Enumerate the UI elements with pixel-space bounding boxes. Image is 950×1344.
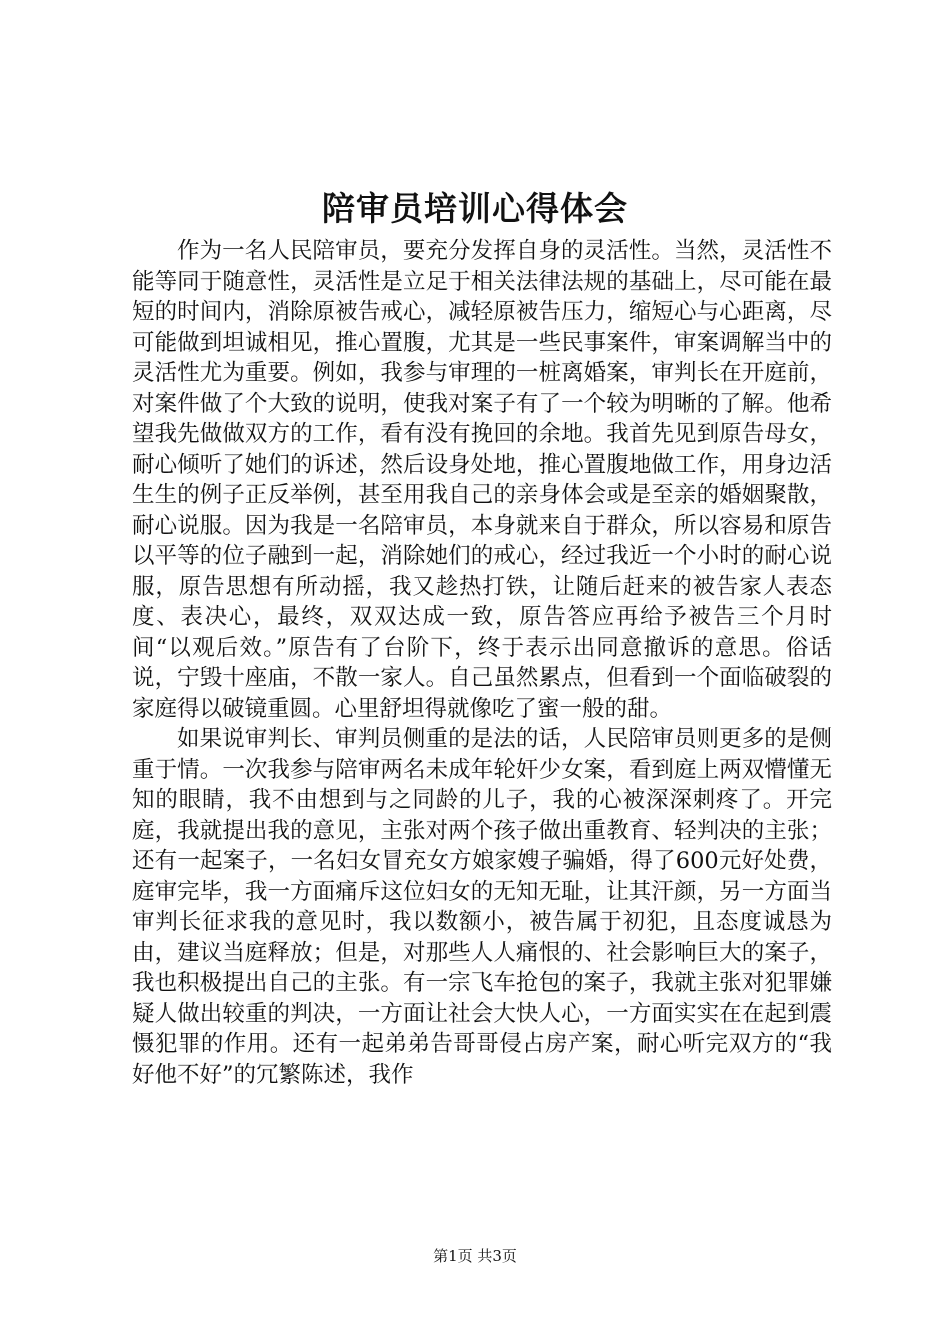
- document-title: 陪审员培训心得体会: [322, 189, 628, 228]
- paragraph-2: 如果说审判长、审判员侧重的是法的话，人民陪审员则更多的是侧重于情。一次我参与陪审两名未成年轮奸少女案，看到庭上两双懵懂无知的眼睛，我不由想到与之同龄的儿子，我的心被深深刺疼了。开完庭，我就提出我的意见，主张对两个孩子做出重教育、轻判决的主张；还有一起案子，一名妇女冒充女方娘家嫂子骗婚，得了600元好处费，庭审完毕，我一方面痛斥这位妇女的无知无耻，让其汗颜，另一方面当审判长征求我的意见时，我以数额小，被告属于初犯，且态度诚恳为由，建议当庭释放；但是，对那些人人痛恨的、社会影响巨大的案子，我也积极提出自己的主张。有一宗飞车抢包的案子，我就主张对犯罪嫌疑人做出较重的判决，一方面让社会大快人心，一方面实实在在起到震慑犯罪的作用。还有一起弟弟告哥哥侵占房产案，耐心听完双方的“我好他不好”的冗繁陈述，我作: [132, 726, 832, 1088]
- document-body: [132, 236, 832, 1090]
- paragraph-1: 作为一名人民陪审员，要充分发挥自身的灵活性。当然，灵活性不能等同于随意性，灵活性是立足于相关法律法规的基础上，尽可能在最短的时间内，消除原被告戒心，减轻原被告压力，缩短心与心距离，尽可能做到坦诚相见，推心置腹，尤其是一些民事案件，审案调解当中的灵活性尤为重要。例如，我参与审理的一桩离婚案，审判长在开庭前，对案件做了个大致的说明，使我对案子有了一个较为明晰的了解。他希望我先做做双方的工作，看有没有挽回的余地。我首先见到原告母女，耐心倾听了她们的诉述，然后设身处地，推心置腹地做工作，用身边活生生的例子正反举例，甚至用我自己的亲身体会或是至亲的婚姻聚散，耐心说服。因为我是一名陪审员，本身就来自于群众，所以容易和原告以平等的位子融到一起，消除她们的戒心，经过我近一个小时的耐心说服，原告思想有所动摇，我又趁热打铁，让随后赶来的被告家人表态度、表决心，最终，双双达成一致，原告答应再给予被告三个月时间“以观后效。”原告有了台阶下，终于表示出同意撤诉的意思。俗话说，宁毁十座庙，不散一家人。自己虽然累点，但看到一个面临破裂的家庭得以破镜重圆。心里舒坦得就像吃了蜜一般的甜。: [132, 238, 832, 722]
- page-number-footer: 第1页 共3页: [433, 1247, 517, 1265]
